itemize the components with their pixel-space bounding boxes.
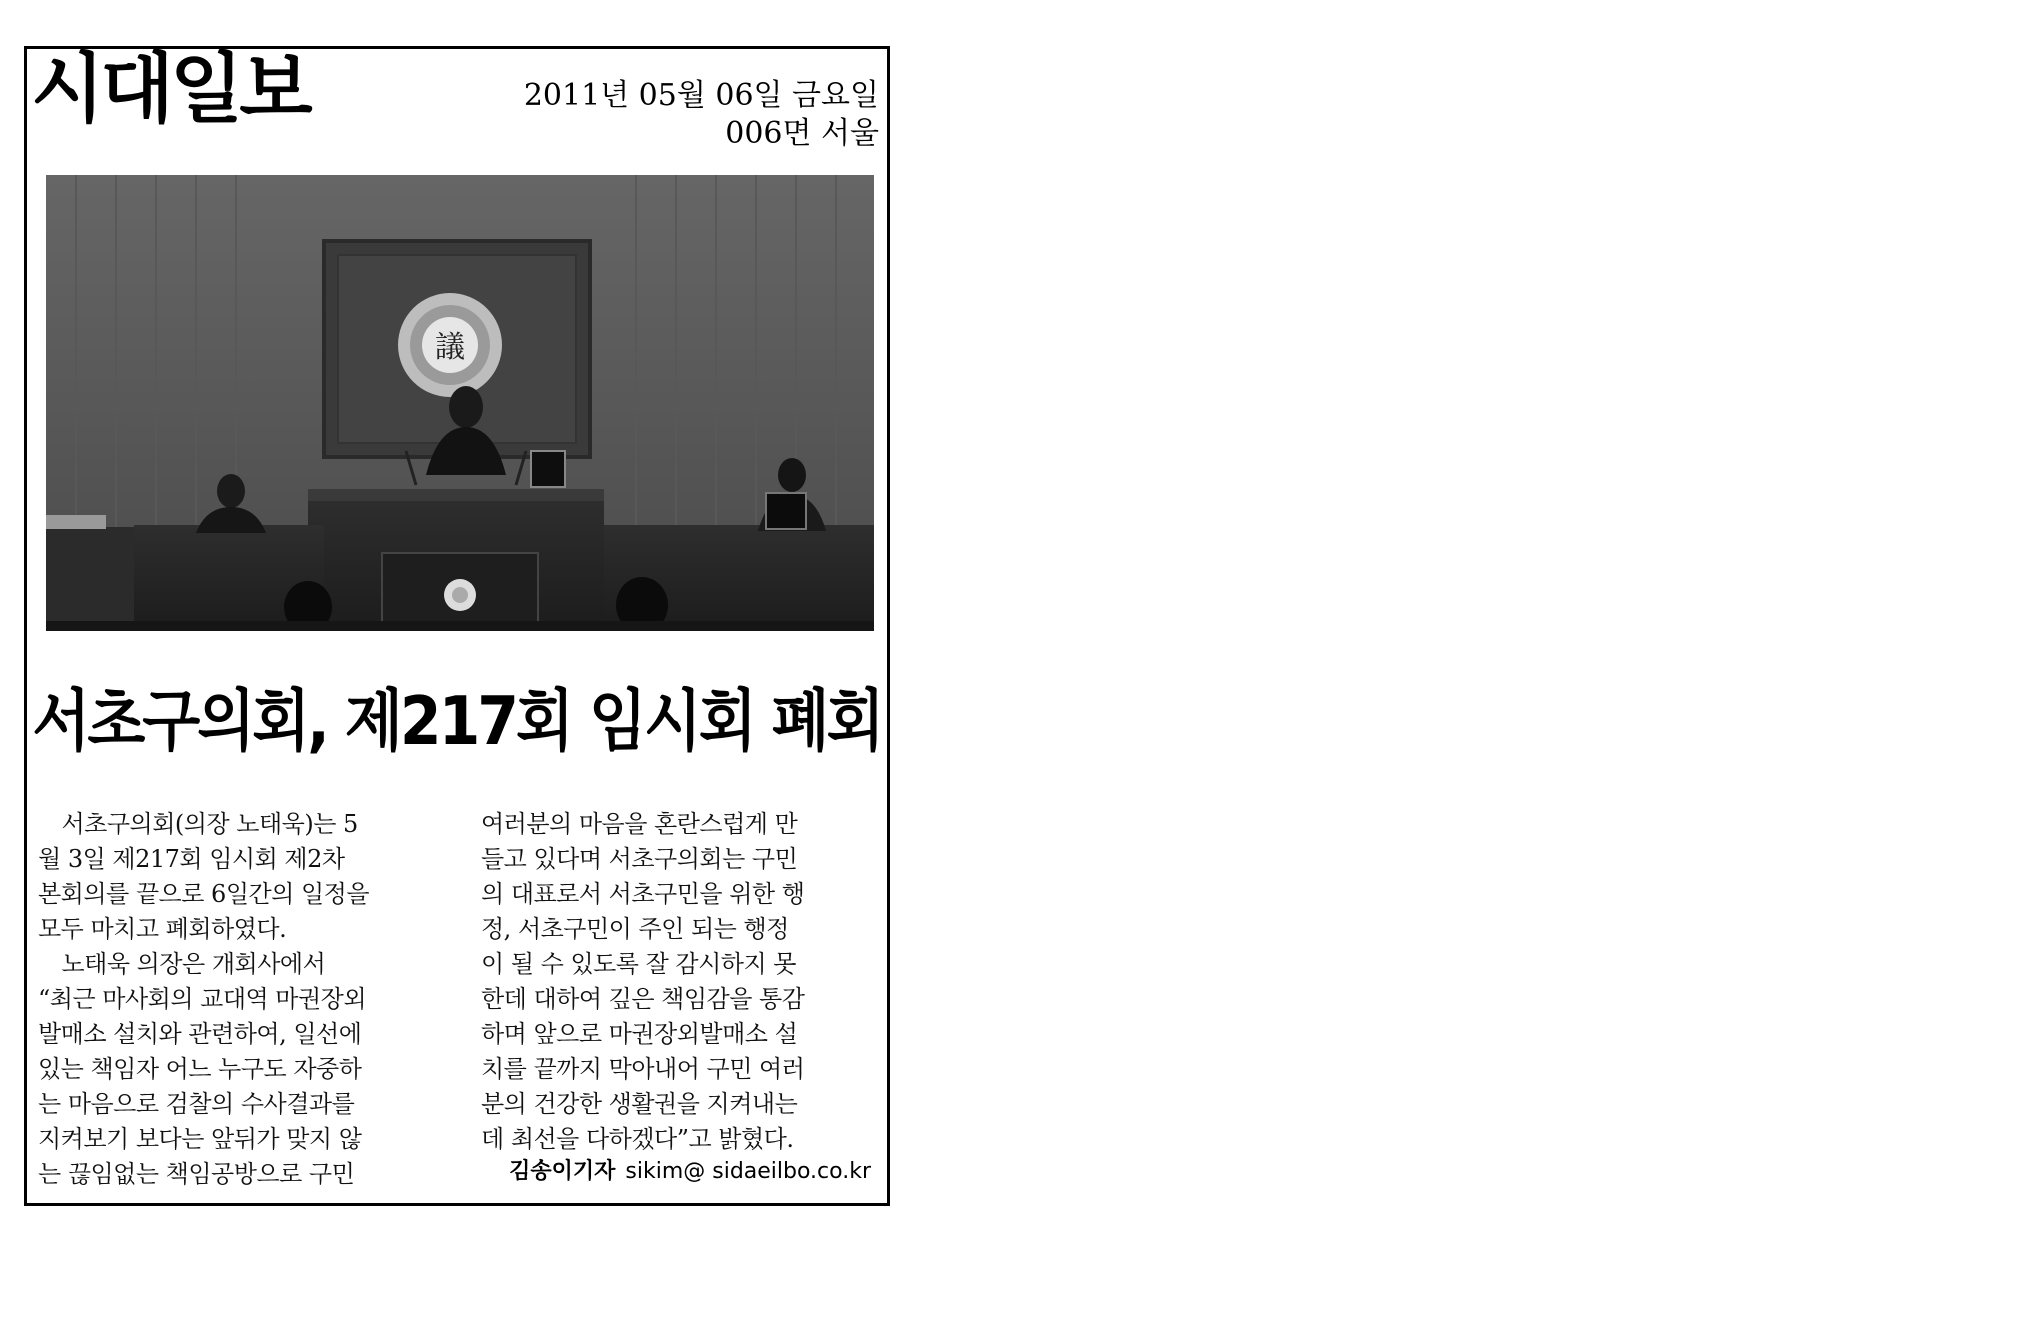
newspaper-clipping (24, 46, 890, 1206)
body-line: 치를 끝까지 막아내어 구민 여러 (481, 1055, 805, 1083)
article-body-left-column (38, 807, 448, 1192)
body-line: 이 될 수 있도록 잘 감시하지 못 (481, 950, 796, 978)
body-line: 본회의를 끝으로 6일간의 일정을 (38, 880, 370, 908)
publication-date: 2011년 05월 06일 금요일 (523, 78, 879, 113)
body-line: 정, 서초구민이 주인 되는 행정 (481, 915, 789, 943)
body-line: 있는 책임자 어느 누구도 자중하 (38, 1055, 362, 1083)
article-headline: 서초구의회, 제217회 임시회 폐회 (32, 682, 882, 761)
body-line: 서초구의회(의장 노태욱)는 5 (38, 810, 358, 838)
body-line: 분의 건강한 생활권을 지켜내는 (481, 1090, 798, 1118)
body-line: 하며 앞으로 마권장외발매소 설 (481, 1020, 798, 1048)
svg-text:議: 議 (435, 330, 465, 365)
body-line: 여러분의 마음을 혼란스럽게 만 (481, 810, 798, 838)
body-line: 는 끊임없는 책임공방으로 구민 (38, 1160, 355, 1188)
body-line: 모두 마치고 폐회하였다. (38, 915, 287, 943)
body-line: 지켜보기 보다는 앞뒤가 맞지 않 (38, 1125, 362, 1153)
page-section: 006면 서울 (725, 116, 879, 151)
body-line: 의 대표로서 서초구민을 위한 행 (481, 880, 805, 908)
body-line: 는 마음으로 검찰의 수사결과를 (38, 1090, 355, 1118)
body-line: 노태욱 의장은 개회사에서 (38, 950, 326, 978)
article-body-right-column (481, 807, 891, 1157)
reporter-name: 김송이기자 (509, 1159, 616, 1184)
article-byline (509, 1156, 871, 1188)
newspaper-masthead: 시대일보 (31, 44, 309, 133)
publication-info (524, 77, 879, 153)
council-session-photo (46, 175, 874, 631)
body-line: 한데 대하여 깊은 책임감을 통감 (481, 985, 805, 1013)
body-line: 들고 있다며 서초구의회는 구민 (481, 845, 798, 873)
body-line: “최근 마사회의 교대역 마권장외 (38, 985, 367, 1013)
body-line: 발매소 설치와 관련하여, 일선에 (38, 1020, 362, 1048)
body-line: 데 최선을 다하겠다”고 밝혔다. (481, 1125, 794, 1153)
reporter-email: sikim@ sidaeilbo.co.kr (625, 1159, 871, 1184)
body-line: 월 3일 제217회 임시회 제2차 (38, 845, 345, 873)
council-emblem-icon (398, 293, 502, 397)
